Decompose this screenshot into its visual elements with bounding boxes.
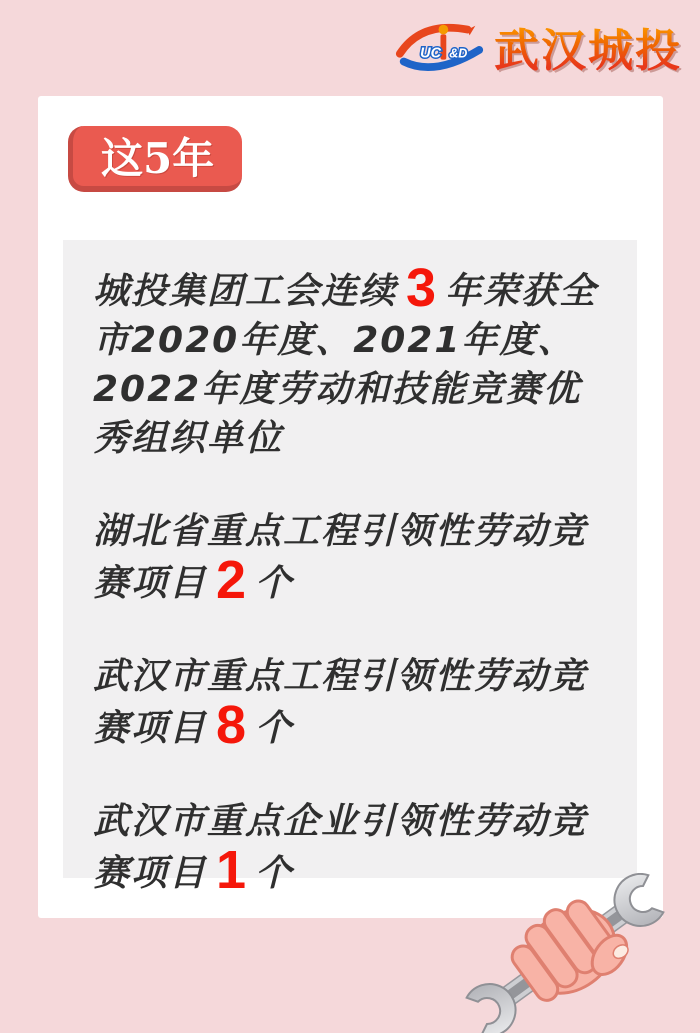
achievement-text: 湖北省重点工程引领性劳动竞赛项目 [93, 511, 588, 604]
brand-logo [394, 14, 682, 79]
achievement-text: 个 [255, 563, 294, 604]
highlight-number: 1 [216, 840, 247, 900]
achievement-item-3 [93, 652, 611, 753]
achievement-text: 武汉市重点工程引领性劳动竞赛项目 [93, 656, 588, 749]
highlight-number: 2 [216, 550, 247, 610]
stats-panel [63, 240, 637, 900]
achievement-item-2 [93, 507, 611, 608]
logo-text-uc: UC [420, 45, 442, 62]
years-badge [68, 126, 242, 192]
fist-holding-wrench-illustration [450, 873, 700, 1033]
highlight-number: 3 [406, 258, 437, 318]
achievement-item-1 [93, 258, 611, 463]
ucid-swoosh-icon [394, 18, 486, 76]
years-badge-label: 这5年 [101, 134, 215, 183]
achievement-text: 个 [255, 708, 294, 749]
achievement-text: 城投集团工会连续 [93, 271, 398, 312]
logo-text-and-d: &D [449, 46, 468, 61]
content-card [38, 96, 663, 918]
achievement-text: 个 [255, 853, 294, 894]
achievement-text: 年荣获全市2020年度、2021年度、2022年度劳动和技能竞赛优秀组织单位 [93, 271, 598, 459]
highlight-number: 8 [216, 695, 247, 755]
company-name: 武汉城投 [494, 14, 682, 79]
achievement-text: 武汉市重点企业引领性劳动竞赛项目 [93, 801, 588, 894]
